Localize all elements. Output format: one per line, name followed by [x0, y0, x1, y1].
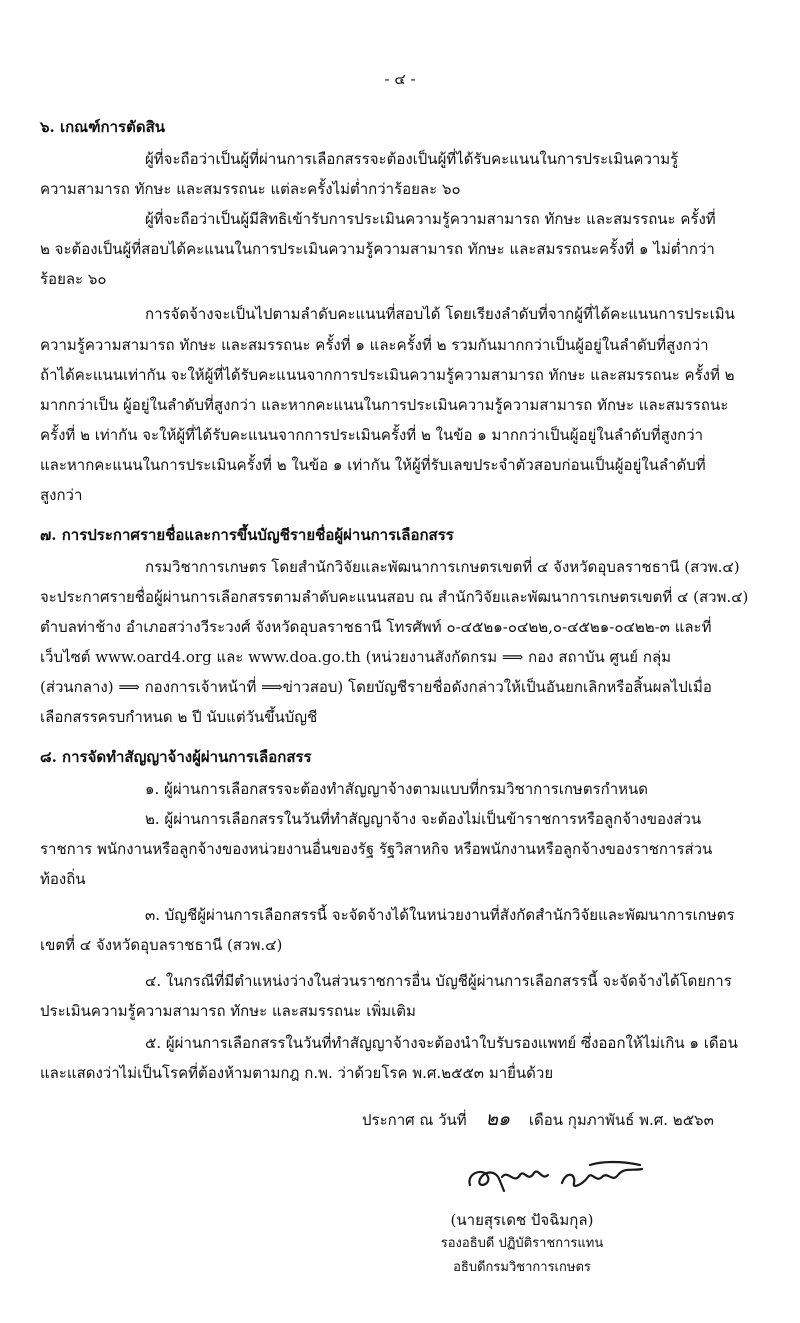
section7-line4: เว็บไซต์ www.oard4.org และ www.doa.go.th (หน่วยงานสังกัดกรม ⟹ กอง สถาบัน ศูนย์ กลุ่ม [40, 648, 672, 666]
section8-item1: ๑. ผู้ผ่านการเลือกสรรจะต้องทำสัญญาจ้างตามแบบที่กรมวิชาการเกษตรกำหนด [145, 780, 649, 798]
signature-block [440, 1155, 702, 1275]
section7-heading: ๗. การประกาศรายชื่อและการขึ้นบัญชีรายชื่อผู้ผ่านการเลือกสรร [40, 526, 454, 544]
section6-p3-line7: สูงกว่า [40, 486, 83, 504]
section8-item2-line2: ราชการ พนักงานหรือลูกจ้างของหน่วยงานอื่นของรัฐ รัฐวิสาหกิจ หรือพนักงานหรือลูกจ้างของราชการส่วน [40, 840, 713, 858]
signer-title-2: อธิบดีกรมวิชาการเกษตร [453, 1260, 591, 1275]
section8-heading: ๘. การจัดทำสัญญาจ้างผู้ผ่านการเลือกสรร [40, 748, 312, 766]
signer-title-1: รองอธิบดี ปฏิบัติราชการแทน [440, 1236, 604, 1251]
section8-item5-line2: และแสดงว่าไม่เป็นโรคที่ต้องห้ามตามกฎ ก.พ. ว่าด้วยโรค พ.ศ.๒๕๕๓ มายื่นด้วย [40, 1064, 554, 1082]
section6-p3-line6: และหากคะแนนในการประเมินครั้งที่ ๒ ในข้อ ๑ เท่ากัน ให้ผู้ที่รับเลขประจำตัวสอบก่อนเป็นผู้อยู่ในลำดับที่ [40, 456, 706, 474]
section6-p3-line1: การจัดจ้างจะเป็นไปตามลำดับคะแนนที่สอบได้ โดยเรียงลำดับที่จากผู้ที่ได้คะแนนการประเมิน [145, 305, 735, 323]
section6-p1-line2: ความสามารถ ทักษะ และสมรรถนะ แต่ละครั้งไม่ต่ำกว่าร้อยละ ๖๐ [40, 180, 461, 198]
announcement-prefix: ประกาศ ณ วันที่ [362, 1111, 467, 1129]
section6-p3-line2: ความรู้ความสามารถ ทักษะ และสมรรถนะ ครั้งที่ ๑ และครั้งที่ ๒ รวมกันมากกว่าเป็นผู้อยู่ในลำดับที่สูงกว่า [40, 336, 709, 354]
section6-p1-line1: ผู้ที่จะถือว่าเป็นผู้ที่ผ่านการเลือกสรรจะต้องเป็นผู้ที่ได้รับคะแนนในการประเมินความรู้ [145, 150, 679, 168]
section7-line5: (ส่วนกลาง) ⟹ กองการเจ้าหน้าที่ ⟹ข่าวสอบ) โดยบัญชีรายชื่อดังกล่าวให้เป็นอันยกเลิกหรือสิ้นผลไปเมื่อ [40, 678, 712, 696]
section6-heading: ๖. เกณฑ์การตัดสิน [40, 118, 165, 136]
section6-p3-line3: ถ้าได้คะแนนเท่ากัน จะให้ผู้ที่ได้รับคะแนนจากการประเมินความรู้ความสามารถ ทักษะ และสมรรถนะ ครั้งที่ ๒ [40, 366, 735, 384]
signer-name: (นายสุรเดช ปัจฉิมกุล) [450, 1211, 594, 1229]
section6-p2-line2: ๒ จะต้องเป็นผู้ที่สอบได้คะแนนในการประเมินความรู้ความสามารถ ทักษะ และสมรรถนะครั้งที่ ๑ ไม่ต่ำกว่า [40, 240, 715, 258]
handwritten-signature [462, 1155, 652, 1199]
section8-item4-line1: ๔. ในกรณีที่มีตำแหน่งว่างในส่วนราชการอื่น บัญชีผู้ผ่านการเลือกสรรนี้ จะจัดจ้างได้โดยการ [145, 972, 732, 990]
section8-item3-line2: เขตที่ ๔ จังหวัดอุบลราชธานี (สวพ.๔) [40, 936, 283, 954]
section7-line3: ตำบลท่าช้าง อำเภอสว่างวีระวงศ์ จังหวัดอุบลราชธานี โทรศัพท์ ๐-๔๕๒๑-๐๔๒๒,๐-๔๕๒๑-๐๔๒๒-๓ และที่ [40, 618, 712, 636]
section8-item2-line3: ท้องถิ่น [40, 870, 86, 888]
announcement-suffix: เดือน กุมภาพันธ์ พ.ศ. ๒๕๖๓ [528, 1111, 714, 1129]
section6-p3-line4: มากกว่าเป็น ผู้อยู่ในลำดับที่สูงกว่า และหากคะแนนในการประเมินความรู้ความสามารถ ทักษะ และสมรรถนะ [40, 396, 729, 414]
section7-line1: กรมวิชาการเกษตร โดยสำนักวิจัยและพัฒนาการเกษตรเขตที่ ๔ จังหวัดอุบลราชธานี (สวพ.๔) [145, 558, 740, 576]
section6-p3-line5: ครั้งที่ ๒ เท่ากัน จะให้ผู้ที่ได้รับคะแนนจากการประเมินครั้งที่ ๒ ในข้อ ๑ มากกว่าเป็นผู้อยู่ในลำดับที่สูงกว่า [40, 426, 704, 444]
announcement-day: ๒๑ [485, 1108, 511, 1130]
section8-item2-line1: ๒. ผู้ผ่านการเลือกสรรในวันที่ทำสัญญาจ้าง จะต้องไม่เป็นข้าราชการหรือลูกจ้างของส่วน [145, 810, 702, 828]
section8-item5-line1: ๕. ผู้ผ่านการเลือกสรรในวันที่ทำสัญญาจ้างจะต้องนำใบรับรองแพทย์ ซึ่งออกให้ไม่เกิน ๑ เดือน [145, 1034, 738, 1052]
section7-line2: จะประกาศรายชื่อผู้ผ่านการเลือกสรรตามลำดับคะแนนสอบ ณ สำนักวิจัยและพัฒนาการเกษตรเขตที่ ๔ (สวพ.๔) [40, 588, 749, 606]
section8-item3-line1: ๓. บัญชีผู้ผ่านการเลือกสรรนี้ จะจัดจ้างได้ในหน่วยงานที่สังกัดสำนักวิจัยและพัฒนาการเกษตร [145, 906, 735, 924]
section7-line6: เลือกสรรครบกำหนด ๒ ปี นับแต่วันขึ้นบัญชี [40, 708, 318, 726]
section8-item4-line2: ประเมินความรู้ความสามารถ ทักษะ และสมรรถนะ เพิ่มเติม [40, 1002, 416, 1020]
page-number: - ๔ - [384, 70, 416, 88]
section6-p2-line1: ผู้ที่จะถือว่าเป็นผู้มีสิทธิเข้ารับการประเมินความรู้ความสามารถ ทักษะ และสมรรถนะ ครั้งที่ [145, 210, 716, 228]
announcement-date [362, 1108, 714, 1131]
section6-p2-line3: ร้อยละ ๖๐ [40, 270, 107, 288]
